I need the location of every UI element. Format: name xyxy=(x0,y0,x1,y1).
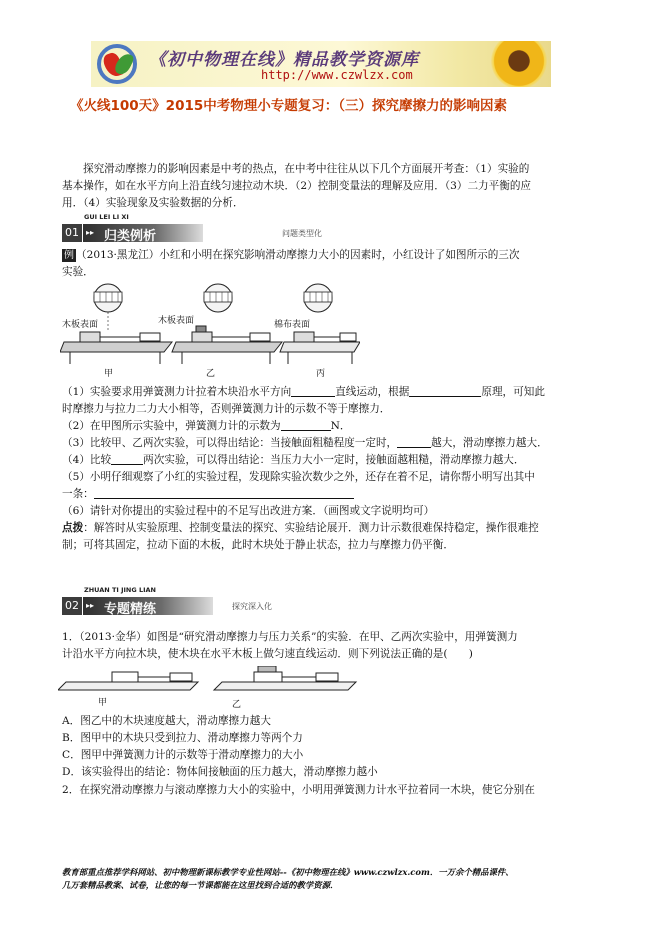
section-title: 专题精练 xyxy=(104,602,157,617)
option-b: B．图甲中的木块只受到拉力、滑动摩擦力等两个力 xyxy=(62,732,303,744)
tip-line-1: 点拨：解答时从实验原理、控制变量法的探究、实验结论展开．测力计示数很难保持稳定，操作很难控 xyxy=(62,522,539,534)
option-d: D．该实验得出的结论：物体间接触面的压力越大，滑动摩擦力越小 xyxy=(62,766,378,778)
setup-jia xyxy=(58,672,198,690)
fig-label-1: 木板表面 xyxy=(62,320,99,330)
arrow-icon: ▸▸ xyxy=(86,228,95,237)
intro-line-1: 探究滑动摩擦力的影响因素是中考的热点，在中考中往往从以下几个方面展开考查：（1）实验的 xyxy=(83,163,530,175)
example-figure xyxy=(60,282,360,378)
section-title: 归类例析 xyxy=(104,229,157,244)
section-number: 02 xyxy=(62,597,82,615)
header-banner xyxy=(91,41,551,87)
question-1-cont: 时摩擦力与拉力二力大小相等，否则弹簧测力计的示数不等于摩擦力． xyxy=(62,403,391,415)
option-a: A．图乙中的木块速度越大，滑动摩擦力越大 xyxy=(62,715,271,727)
document-title: 《火线100天》2015中考物理小专题复习：（三）探究摩擦力的影响因素 xyxy=(70,98,508,114)
question-6: （6）请针对你提出的实验过程中的不足写出改进方案．（画图或文字说明均可） xyxy=(62,505,435,517)
banner-title: 《初中物理在线》精品教学资源库 xyxy=(149,50,419,70)
question-5: （5）小明仔细观察了小红的实验过程，发现除实验次数少之外，还存在着不足，请你帮小明写出其中 xyxy=(62,471,535,483)
fig-caption-bing: 丙 xyxy=(316,369,326,379)
question-3: （3）比较甲、乙两次实验，可以得出结论：当接触面粗糙程度一定时， 越大，滑动摩擦力越大． xyxy=(62,437,548,449)
fig-label-2: 木板表面 xyxy=(158,316,195,326)
fig-label-3: 棉布表面 xyxy=(274,320,311,330)
setup-yi xyxy=(214,666,356,690)
section-subtitle: 探究深入化 xyxy=(232,602,272,611)
footer-line-2: 几万套精品教案、试卷，让您的每一节课都能在这里找到合适的教学资源． xyxy=(62,880,339,890)
fig-caption-jia: 甲 xyxy=(98,698,108,708)
section-number: 01 xyxy=(62,224,82,242)
section-header-2 xyxy=(62,586,382,617)
question-4: （4）比较 两次实验，可以得出结论：当压力大小一定时，接触面越粗糙，滑动摩擦力越大． xyxy=(62,454,525,466)
fig-caption-yi: 乙 xyxy=(206,369,216,379)
section-header-1 xyxy=(62,213,382,244)
section-subtitle: 问题类型化 xyxy=(282,229,322,238)
tip-line-2: 制；可将其固定，拉动下面的木板，此时木块处于静止状态，拉力与摩擦力仍平衡． xyxy=(62,539,454,551)
problem-1-line-2: 计沿水平方向拉木块，使木块在水平木板上做匀速直线运动．则下列说法正确的是( ) xyxy=(62,648,473,660)
question-2: （2）在甲图所示实验中，弹簧测力计的示数为 N． xyxy=(62,420,351,432)
question-1: （1）实验要求用弹簧测力计拉着木块沿水平方向 直线运动，根据 原理，可知此 xyxy=(62,386,545,398)
fig-caption-yi: 乙 xyxy=(232,700,242,710)
example-tag: 例 xyxy=(64,250,74,261)
problem-2-line-1: 2．在探究滑动摩擦力与滚动摩擦力大小的实验中，小明用弹簧测力计水平拉着同一木块，使它分别在 xyxy=(62,784,535,796)
sunflower-icon xyxy=(491,41,547,87)
section-pinyin: GUI LEI LI XI xyxy=(84,213,129,221)
intro-line-2: 基本操作，如在水平方向上沿直线匀速拉动木块．（2）控制变量法的理解及应用．（3）二力平衡的应 xyxy=(62,180,532,192)
arrow-icon: ▸▸ xyxy=(86,601,95,610)
example-line-2: 实验． xyxy=(62,266,94,278)
example-line-1 xyxy=(62,247,519,265)
question-5-cont: 一条： xyxy=(62,486,354,504)
intro-line-3: 用．（4）实验现象及实验数据的分析． xyxy=(62,197,244,209)
section-pinyin: ZHUAN TI JING LIAN xyxy=(84,586,156,594)
banner-url[interactable]: http://www.czwlzx.com xyxy=(261,68,413,82)
footer xyxy=(62,866,514,892)
problem-1-line-1: 1．（2013·金华）如图是“研究滑动摩擦力与压力关系”的实验．在甲、乙两次实验中，用弹簧测力 xyxy=(62,631,518,643)
example-text: （2013·黑龙江）小红和小明在探究影响滑动摩擦力大小的因素时，小红设计了如图所示的三次 xyxy=(76,249,520,261)
footer-line-1: 教育部重点推荐学科网站、初中物理新课标教学专业性网站--《初中物理在线》www.czwlzx.com．一万余个精品课件、 xyxy=(62,867,514,877)
fig-caption-jia: 甲 xyxy=(104,369,114,379)
option-c: C．图甲中弹簧测力计的示数等于滑动摩擦力的大小 xyxy=(62,749,304,761)
